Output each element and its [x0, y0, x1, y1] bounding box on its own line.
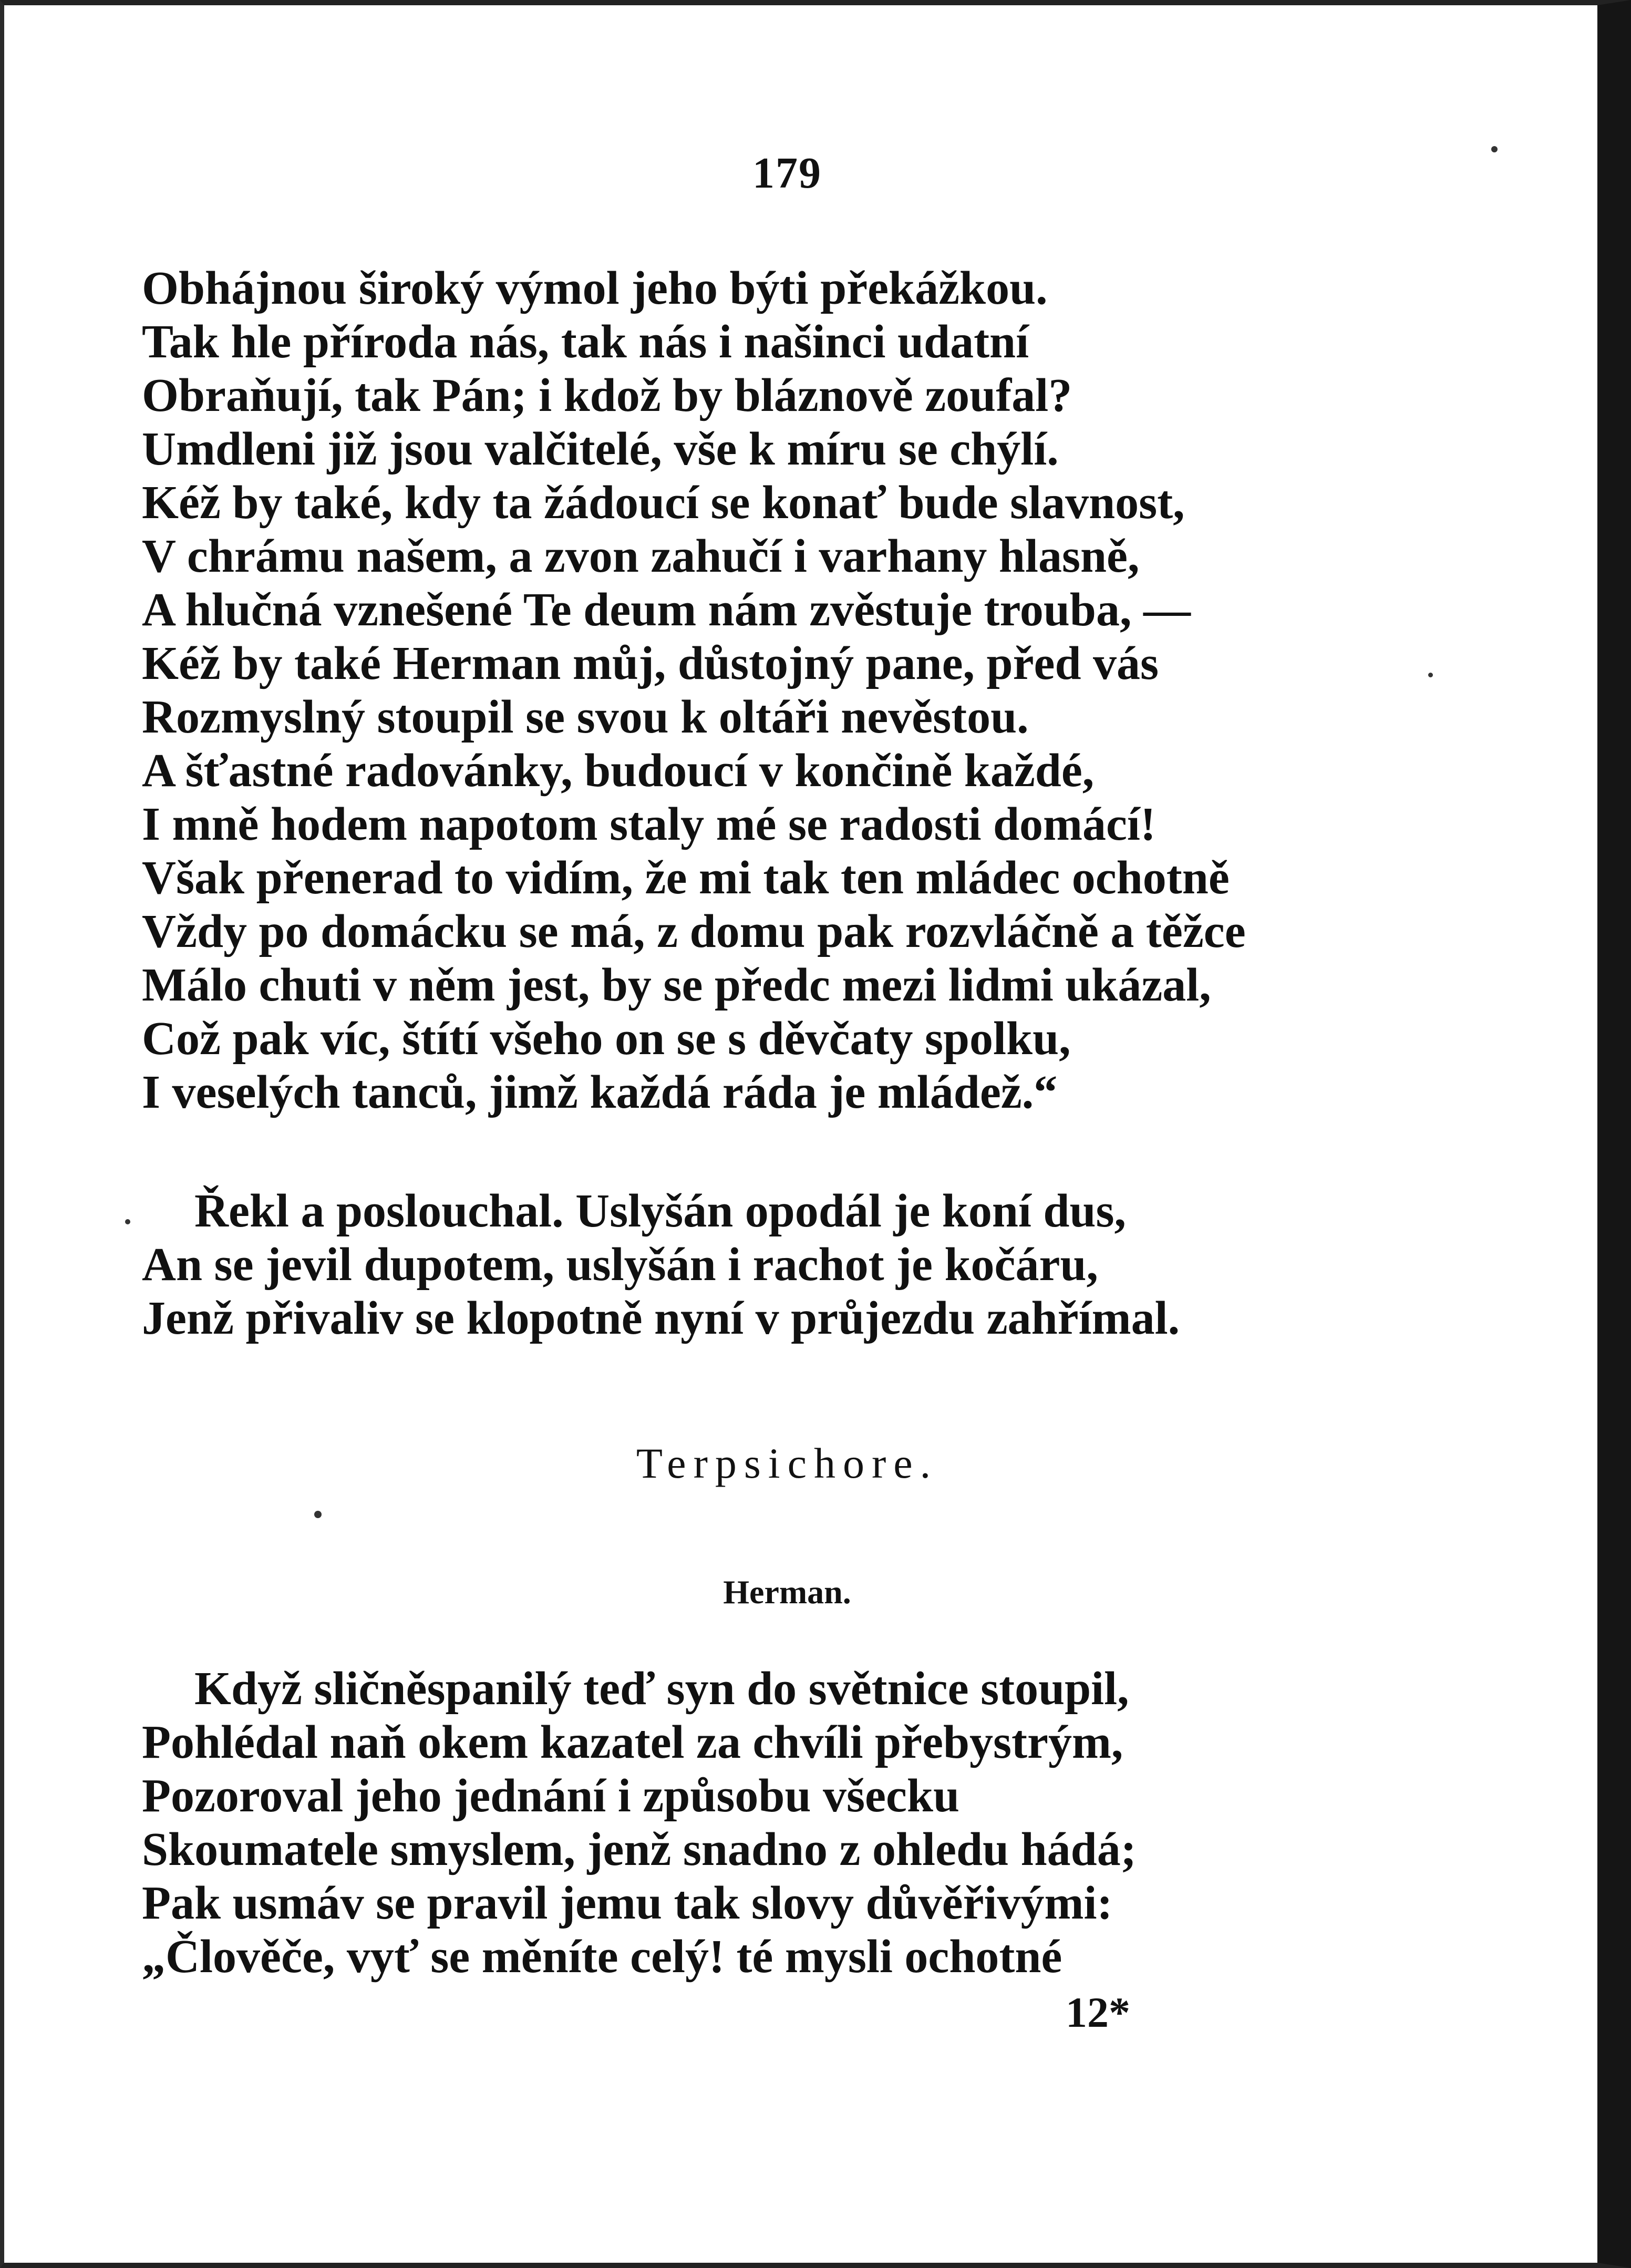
speaker-heading: Herman.: [723, 1573, 851, 1611]
verse-line: Což pak víc, štítí všeho on se s děvčaty spolku,: [142, 1013, 1071, 1065]
ink-speck: [1491, 146, 1498, 152]
verse-line: Pozoroval jeho jednání i způsobu všecku: [142, 1770, 960, 1822]
verse-line: V chrámu našem, a zvon zahučí i varhany hlasně,: [142, 530, 1140, 582]
signature-mark: 12*: [1066, 1988, 1130, 2036]
verse-line: Málo chuti v něm jest, by se předc mezi lidmi ukázal,: [142, 959, 1211, 1011]
section-title: Terpsichore.: [636, 1439, 938, 1487]
verse-line: Kéž by také Herman můj, důstojný pane, před vás: [142, 637, 1159, 689]
verse-line: Rozmyslný stoupil se svou k oltáři nevěstou.: [142, 691, 1029, 743]
ink-speck: [314, 1511, 322, 1518]
ink-speck: [125, 1219, 130, 1224]
verse-line: An se jevil dupotem, uslyšán i rachot je kočáru,: [142, 1239, 1098, 1291]
verse-line: Řekl a poslouchal. Uslyšán opodál je koní dus,: [194, 1185, 1127, 1237]
verse-line: Obraňují, tak Pán; i kdož by bláznově zoufal?: [142, 369, 1072, 421]
verse-line: Jenž přivaliv se klopotně nyní v průjezdu zahřímal.: [142, 1292, 1180, 1344]
verse-line: I veselých tanců, jimž každá ráda je mládež.“: [142, 1066, 1058, 1118]
verse-line: „Člověče, vyť se měníte celý! té mysli ochotné: [142, 1931, 1062, 1983]
verse-line: Tak hle příroda nás, tak nás i našinci udatní: [142, 316, 1029, 368]
stanza-1: [142, 262, 1246, 1119]
stanza-3: [142, 1662, 1137, 1984]
verse-line: I mně hodem napotom staly mé se radosti domácí!: [142, 798, 1156, 850]
verse-line: A šťastné radovánky, budoucí v končině každé,: [142, 745, 1095, 797]
verse-line: Pak usmáv se pravil jemu tak slovy důvěřivými:: [142, 1877, 1113, 1929]
verse-line: Však přenerad to vidím, že mi tak ten mládec ochotně: [142, 852, 1230, 904]
verse-line: Pohlédal naň okem kazatel za chvíli přebystrým,: [142, 1716, 1123, 1768]
verse-line: Obhájnou široký výmol jeho býti překážkou.: [142, 262, 1048, 314]
stanza-2: [142, 1184, 1180, 1345]
ink-speck: [1428, 673, 1433, 677]
page-number: 179: [752, 149, 822, 198]
verse-line: Skoumatele smyslem, jenž snadno z ohledu hádá;: [142, 1823, 1137, 1875]
verse-line: Kéž by také, kdy ta žádoucí se konať bude slavnost,: [142, 477, 1185, 529]
verse-line: A hlučná vznešené Te deum nám zvěstuje trouba, —: [142, 584, 1191, 636]
verse-line: Vždy po domácku se má, z domu pak rozvláčně a těžce: [142, 905, 1246, 957]
verse-line: Umdleni již jsou valčitelé, vše k míru se chýlí.: [142, 423, 1059, 475]
verse-line: Když sličněspanilý teď syn do světnice stoupil,: [194, 1663, 1129, 1715]
